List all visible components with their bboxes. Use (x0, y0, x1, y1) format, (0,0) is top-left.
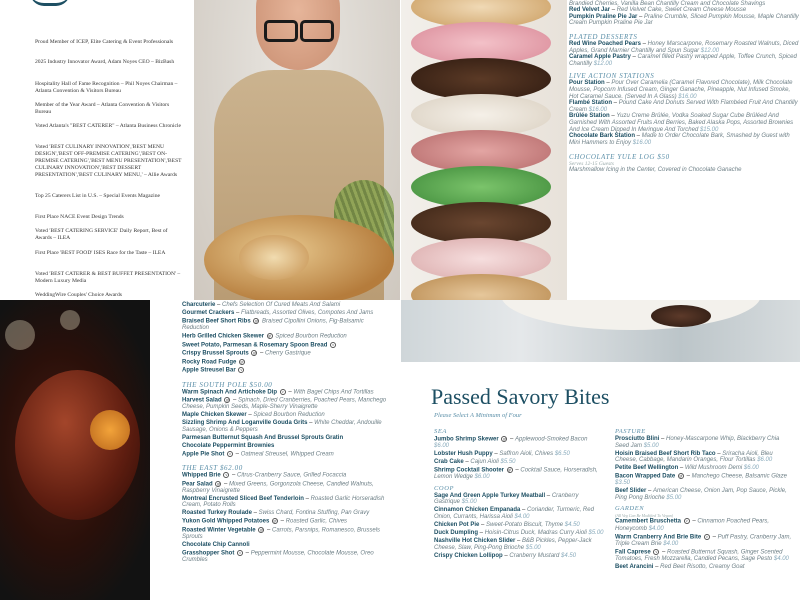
dietary-icon: v (704, 534, 710, 540)
menu-item: Gourmet Crackers – Flatbreads, Assorted Olives, Compotes And Jams (182, 309, 374, 316)
dietary-icon: v (684, 518, 690, 524)
menu-item: Chocolate Bark Station – Made to Order Chocolate Bark, Smashed by Guest with Mini Hammers to Enjoy $16.00 (569, 133, 790, 146)
dietary-icon: gf (216, 481, 220, 486)
dietary-icon: gf (508, 468, 512, 473)
dietary-icon: gf (502, 437, 506, 441)
menu-item: Shrimp Cocktail Shooter gf – Cocktail Sauce, Horseradish, Lemon Wedge $6.00 (434, 467, 598, 481)
menu-item: Pumpkin Praline Pie Jar – Praline Crumble, Sliced Pumpkin Mousse, Maple Chantilly Cream Pumpkin Praline Pie Jar (569, 13, 799, 27)
menu-item: Red Velvet Jar – Red Velvet Cake, Sweet Cream Cheese Mousse (569, 7, 747, 14)
menu-item: Apple Streusel Bar v (182, 367, 392, 374)
menu-item: Chocolate Peppermint Brownies (182, 442, 275, 449)
award-item: First Place 'BEST FOOD' ISES Race for the Taste – ILEA (35, 250, 166, 256)
dietary-icon: v (237, 550, 243, 556)
menu-item: Warm Spinach And Artichoke Dip v – With Bagel Chips And Tortillas (182, 389, 374, 396)
savory-bites-panel (401, 362, 800, 600)
dietary-icon: gf (252, 351, 256, 356)
dietary-icon: v (238, 367, 244, 373)
section-title: GARDEN (615, 505, 645, 513)
award-item: First Place NACE Event Design Trends (35, 214, 124, 220)
award-item: Hospitality Hall of Fame Recognition – Phil Noyes Chairman – Atlanta Convention & Visitors Bureau (35, 81, 178, 94)
dietary-icon: gf (273, 519, 277, 524)
dietary-icon: gf (225, 398, 229, 403)
menu-item: Lobster Hush Puppy – Saffron Aioli, Chives $6.50 (434, 451, 570, 458)
section-title: COOP (434, 484, 455, 492)
menu-item: Crab Cake – Cajun Aioli $5.50 (434, 459, 516, 466)
menu-item: Herb Grilled Chicken Skewer gf Spiced Bourbon Reduction (182, 333, 347, 340)
menu-item: Rocky Road Fudge gf (182, 359, 244, 366)
menu-item: Nashville Hot Chicken Slider – B&B Pickles, Pepper-Jack Cheese, Slaw, Ping-Pong Brioche $5.00 (434, 538, 592, 551)
dietary-icon: v (227, 451, 233, 457)
menu-item: Fall Caprese v – Roasted Butternut Squash, Ginger Scented Tomatoes, Fresh Mozzarella, Candied Pecans, Sage Pesto $4.00 (615, 549, 789, 562)
section-title: CHOCOLATE YULE LOG $50 (569, 153, 670, 162)
menu-item: Bacon Wrapped Date gf – Manchego Cheese, Balsamic Glaze $3.50 (615, 473, 787, 487)
menu-item: Yukon Gold Whipped Potatoes gf – Roasted Garlic, Chives (182, 518, 348, 525)
menu-item: Maple Chicken Skewer – Spiced Bourbon Reduction (182, 412, 325, 419)
menu-item: Montreal Encrusted Sliced Beef Tenderloin – Roasted Garlic Horseradish Cream, Potato Rolls (182, 495, 385, 509)
dietary-icon: gf (268, 334, 272, 339)
donut-stack-photo (401, 0, 567, 300)
award-item: Member of the Year Award – Atlanta Convention & Visitors Bureau (35, 102, 170, 115)
dietary-icon: v (223, 472, 229, 478)
page-title: Passed Savory Bites (431, 384, 610, 409)
award-item: WeddingWire Couples' Choice Awards (35, 292, 122, 298)
menu-item: Sage And Green Apple Turkey Meatball – Cranberry Gastrique $5.00 (434, 492, 579, 506)
pasture-garden-column (615, 428, 795, 572)
sea-coop-column (434, 428, 604, 561)
menu-item: Charcuterie – Chefs Selection Of Cured Meats And Salami (182, 302, 341, 308)
section-title: THE EAST $62.00 (182, 463, 243, 472)
stations-menu (150, 300, 400, 600)
dietary-icon: v (653, 549, 659, 555)
menu-item: Jumbo Shrimp Skewer gf – Applewood-Smoked Bacon $6.00 (434, 436, 588, 450)
section-title: SEA (434, 428, 447, 435)
plated-food-photo (401, 300, 800, 362)
dietary-icon: gf (254, 318, 258, 323)
award-item: Proud Member of ICEP, Elite Catering & Event Professionals (35, 39, 174, 45)
menu-item: Chocolate Chip Cannoli (182, 541, 250, 548)
menu-item: Camembert Bruschetta v – Cinnamon Poached Pears, Honeycomb $4.00 (615, 519, 770, 532)
menu-item: Crispy Chicken Lollipop – Cranberry Mustard $4.50 (434, 552, 577, 559)
bread-loaf (239, 235, 309, 280)
award-item: Voted 'BEST CATERING SERVICE' Daily Report, Best of Awards – ILEA (35, 228, 168, 241)
section-title: LIVE ACTION STATIONS (569, 72, 655, 81)
garden-note: (All Veg Can Be Modified To Vegan) (615, 513, 674, 519)
menu-item: Red Wine Poached Pears – Honey Marscarpone, Rosemary Roasted Walnuts, Diced Apples, Grand Marnier Chantilly and Spun Sugar $12.00 (569, 40, 799, 54)
dietary-icon: gf (259, 527, 263, 532)
dessert-menu (567, 0, 800, 300)
menu-item: Braised Beef Short Ribs gf Braised Cipollini Onions, Fig-Balsamic Reduction (182, 318, 364, 332)
award-item: Voted 'BEST CULINARY INNOVATION','BEST MENU DESIGN','BEST OFF-PREMISE CATERING','BEST ON-PREMISE CATERING','BEST MENU PRESENTATION','BEST CULINARY INNOVATION','BEST DESSERT PRESENTATION','BEST CULINARY MENU,' – Allie Awards (35, 144, 182, 178)
award-item: Top 25 Caterers List in U.S. – Special Events Magazine (35, 193, 160, 199)
award-item: Voted Atlanta's "BEST CATERER" – Atlanta Business Chronicle (35, 123, 181, 129)
menu-item: Sizzling Shrimp And Loganville Gouda Grits – White Cheddar, Andouille Sausage, Onions & Peppers (182, 420, 382, 433)
chef-glasses (264, 20, 334, 38)
dietary-icon: v (280, 389, 286, 395)
dietary-icon: gf (679, 474, 683, 479)
menu-item: Pear Salad gf – Mixed Greens, Gorgonzola Cheese, Candied Walnuts, Raspberry Vinaigrette (182, 481, 374, 494)
bokeh-light (5, 320, 35, 350)
menu-item: Hoisin Braised Beef Short Rib Taco – Sriracha Aioli, Bleu Cheese, Cabbage, Mandarin Oranges, Flour Tortillas $6.00 (615, 450, 773, 464)
plate (501, 300, 761, 330)
menu-item: Roasted Winter Vegetable gf – Carrots, Parsnips, Romanesco, Brussels Sprouts (182, 527, 381, 540)
menu-item: Roasted Turkey Roulade – Swiss Chard, Fontina Stuffing, Pan Gravy (182, 510, 370, 517)
awards-column (0, 0, 190, 300)
menu-item: Brûlée Station – Yuzu Creme Brûlée, Vodka Soaked Sugar Cube Brûléed And Garnished With Assorted Fruits And Berries, Baked Alaska Pops, Assorted Brownies And Ice Cream Dipped In Meringue And Torched $15.00 (569, 113, 794, 133)
food (651, 305, 711, 327)
serves-note: Serves 12-15 Guests (569, 161, 614, 168)
menu-item: Flambé Station – Pound Cake And Donuts Served With Flambéed Fruit And Chantilly Cream $16.00 (569, 100, 798, 113)
section-title: PASTURE (615, 428, 646, 435)
menu-item: Duck Dumpling – Hoisin-Citrus Duck, Madras Curry Aioli $5.00 (434, 530, 604, 537)
menu-item: Pour Station – Pour Over Caramelia (Caramel Flavored Chocolate), Milk Chocolate Mousse, Popcorn Infused Cream, Ginger Ganache, Pineapple, Nut Infused Smoke, Hot Caramel Sauce. (Served In A Glass) $16.00 (569, 80, 793, 100)
donut (411, 274, 551, 300)
menu-item: Crispy Brussel Sprouts gf – Cherry Gastrique (182, 350, 311, 357)
section-title: PLATED DESSERTS (569, 32, 638, 41)
menu-item: Parmesan Butternut Squash And Brussel Sprouts Gratin (182, 434, 344, 441)
menu-item: Sweet Potato, Parmesan & Rosemary Spoon Bread v (182, 342, 392, 349)
garnish (90, 410, 130, 450)
roast-photo (0, 300, 150, 600)
bokeh-light (60, 310, 80, 330)
menu-item: Marshmallow Icing in the Center, Covered in Chocolate Ganache (569, 167, 742, 174)
menu-item: Cinnamon Chicken Empanada – Coriander, Turmeric, Red Onion, Currants, Harissa Aioli $4.00 (434, 507, 594, 521)
menu-item: Caramel Apple Pastry – Caramel filled Pastry wrapped Apple, Toffee Crunch, Spiced Chantilly $12.00 (569, 54, 797, 67)
menu-item: Chicken Pot Pie – Sweet-Potato Biscuit, Thyme $4.50 (434, 522, 580, 529)
dietary-icon: gf (240, 359, 244, 364)
menu-item: Harvest Salad gf – Spinach, Dried Cranberries, Poached Pears, Manchego Cheese, Pumpkin Seeds, Maple-Sherry Vinaigrette (182, 397, 387, 411)
dietary-icon: v (330, 342, 336, 348)
menu-item: Beet Arancini – Red Beet Risotto, Creamy Goat (615, 563, 745, 570)
menu-item: Brandied Cherries, Vanilla Bean Chantilly Cream and Chocolate Shavings (569, 0, 766, 7)
menu-item: Grasshopper Shot v – Peppermint Mousse, Chocolate Mousse, Oreo Crumbles (182, 550, 374, 564)
chef-photo (194, 0, 400, 300)
menu-item: Warm Cranberry And Brie Bite v – Puff Pastry, Cranberry Jam, Triple Cream Brie $4.00 (615, 534, 792, 547)
award-item: 2025 Industry Innovator Award, Adam Noyes CEO – BizBash (35, 59, 175, 65)
page-subtitle: Please Select A Minimum of Four (434, 412, 522, 419)
logo-mark (30, 0, 70, 6)
award-item: Voted 'BEST CATERER & BEST BUFFET PRESENTATION' – Modern Luxury Media (35, 271, 181, 284)
menu-item: Prosciutto Blini – Honey-Mascarpone Whip, Blackberry Chia Seed Jam $5.00 (615, 436, 780, 449)
menu-item: Beef Slider – American Cheese, Onion Jam, Pop Sauce, Pickle, Ping Pong Brioche $5.00 (615, 488, 787, 501)
menu-item: Whipped Brie v – Citrus-Cranberry Sauce, Grilled Focaccia (182, 472, 347, 479)
menu-item: Apple Pie Shot v – Oatmeal Streusel, Whipped Cream (182, 451, 334, 458)
section-title: THE SOUTH POLE $50.00 (182, 380, 273, 389)
menu-item: Petite Beef Wellington – Wild Mushroom Demi $6.00 (615, 465, 759, 472)
